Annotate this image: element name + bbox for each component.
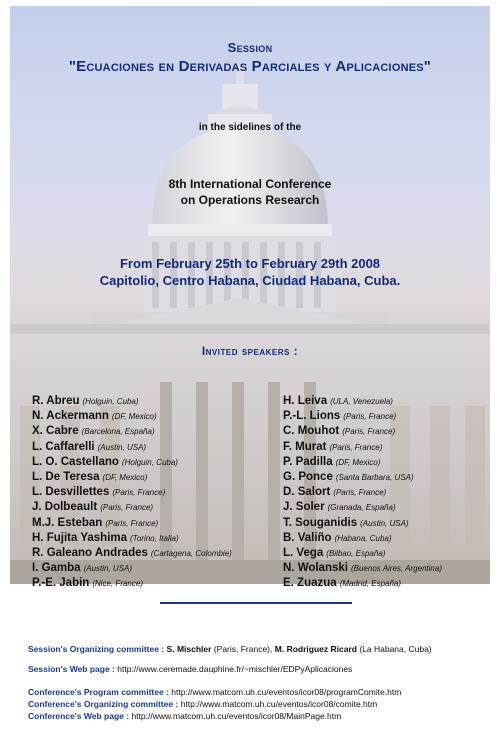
speaker-item [283,392,442,407]
conference-organizing-url[interactable]: http://www.matcom.uh.cu/eventos/icor08/comite.htm [180,699,378,709]
organizer-name-2: M. Rodriguez Ricard [274,644,357,654]
speaker-name: N. Wolanski [283,562,348,575]
speaker-name: R. Galeano Andrades [32,546,148,559]
speaker-item [283,422,442,437]
speaker-item [32,422,232,437]
speaker-item [283,453,442,468]
speaker-item [283,483,442,498]
speaker-name: J. Soler [283,501,325,514]
speaker-affiliation: (Paris, France) [342,427,396,437]
event-dates: From February 25th to February 29th 2008 [119,256,381,271]
program-committee-url[interactable]: http://www.matcom.uh.cu/eventos/icor08/programComite.htm [171,687,402,697]
footer-conference-web-page [28,711,341,721]
speaker-affiliation: (Cartagena, Colombie) [150,548,232,558]
session-title: "Ecuaciones en Derivadas Parciales y Aplicaciones" [68,58,432,75]
speaker-name: R. Abreu [32,395,80,407]
speaker-name: F. Murat [283,440,327,453]
speaker-item [283,574,442,589]
speaker-item [32,483,232,498]
speaker-name: L. O. Castellano [32,455,119,468]
speaker-item [32,574,232,589]
speaker-item [283,514,442,529]
speaker-affiliation: (Holguin, Cuba) [121,457,178,467]
speaker-name: H. Leiva [283,395,328,407]
speaker-name: I. Gamba [32,562,81,575]
conference-name-line-2: on Operations Research [180,193,320,207]
speaker-affiliation: (Paris, France) [333,488,387,498]
speaker-affiliation: (Paris, France) [105,518,159,528]
speaker-name: X. Cabre [32,425,79,438]
speaker-affiliation: (Bilbao, España) [326,548,386,558]
speaker-affiliation: (Buenos Aires, Argentina) [350,564,442,574]
speaker-affiliation: (Santa Barbara, USA) [335,472,414,482]
speaker-name: L. Vega [283,546,324,559]
organizing-committee-label: Session's Organizing committee : [28,644,165,654]
speaker-name: J. Dolbeault [32,501,98,514]
speakers-list-left [32,392,232,589]
speaker-name: N. Ackermann [32,410,109,423]
speaker-affiliation: (Paris, France) [112,488,166,498]
speaker-affiliation: (Paris, France) [100,503,154,513]
speaker-name: H. Fujita Yashima [32,531,128,544]
organizer-place-1: (Paris, France), [213,644,273,654]
event-venue: Capitolio, Centro Habana, Ciudad Habana, Cuba. [99,273,401,288]
speaker-name: L. De Teresa [32,470,100,483]
conference-web-label: Conference's Web page : [28,711,130,721]
speaker-name: G. Ponce [283,470,333,483]
footer-session-web-page [28,664,352,674]
organizer-place-2: (La Habana, Cuba) [359,644,432,654]
speaker-affiliation: (Torino, Italia) [130,533,179,543]
speaker-item [283,559,442,574]
speaker-item [32,392,232,407]
speaker-name: P. Padilla [283,455,333,468]
speaker-name: C. Mouhot [283,425,340,438]
conference-organizing-label: Conference's Organizing committee : [28,699,179,709]
session-web-label: Session's Web page : [28,664,115,674]
speaker-item [32,407,232,422]
speaker-name: P.-E. Jabin [32,577,90,590]
speaker-affiliation: (DF, Mexico) [335,457,381,467]
conference-name-line-1: 8th International Conference [168,177,332,191]
speaker-name: M.J. Esteban [32,516,103,529]
speaker-name: P.-L. Lions [283,410,341,423]
speaker-item [32,559,232,574]
speaker-affiliation: (Granada, España) [327,503,396,513]
speaker-item [32,453,232,468]
speaker-name: L. Desvillettes [32,486,110,499]
session-web-url[interactable]: http://www.ceremade.dauphine.fr/~mischler/EDPyAplicaciones [117,664,353,674]
speaker-name: T. Souganidis [283,516,358,529]
speaker-affiliation: (Nice, France) [92,579,143,589]
session-label: Session [227,40,273,55]
speaker-item [32,529,232,544]
organizer-name-1: S. Mischler [166,644,212,654]
speaker-affiliation: (Austin, USA) [97,442,147,452]
footer-program-committee [28,687,401,697]
speaker-item [283,544,442,559]
speaker-item [283,438,442,453]
sidelines-text: in the sidelines of the [198,122,302,133]
speaker-item [283,498,442,513]
speaker-affiliation: (Barcelona, España) [81,427,155,437]
invited-speakers-heading: Invited speakers : [201,344,299,358]
speaker-affiliation: (Austin, USA) [83,564,133,574]
section-divider [160,602,352,604]
footer-organizing-committee [28,644,432,654]
speaker-affiliation: (DF, Mexico) [102,472,148,482]
speaker-item [283,407,442,422]
speaker-affiliation: (Habana, Cuba) [334,533,392,543]
speaker-affiliation: (ULA, Venezuela) [330,397,393,406]
speaker-affiliation: (Paris, France) [343,412,397,422]
speaker-name: L. Caffarelli [32,440,95,453]
speaker-item [32,498,232,513]
speaker-affiliation: (Austin, USA) [360,518,409,528]
speaker-affiliation: (Holguin, Cuba) [82,397,139,406]
speaker-item [32,468,232,483]
footer-conference-organizing-committee [28,699,377,709]
speaker-affiliation: (Madrid, España) [339,579,402,589]
speaker-affiliation: (Paris, France) [329,442,383,452]
speaker-name: E. Zuazua [283,577,337,590]
speaker-name: D. Salort [283,486,331,499]
program-committee-label: Conference's Program committee : [28,687,169,697]
speaker-affiliation: (DF, Mexico) [111,412,157,422]
speaker-item [283,468,442,483]
speaker-name: B. Valiño [283,531,332,544]
speaker-item [32,438,232,453]
speaker-item [32,544,232,559]
conference-web-url[interactable]: http://www.matcom.uh.cu/eventos/icor08/MainPage.htm [131,711,342,721]
speakers-list-right [283,392,442,589]
speaker-item [32,514,232,529]
speaker-item [283,529,442,544]
